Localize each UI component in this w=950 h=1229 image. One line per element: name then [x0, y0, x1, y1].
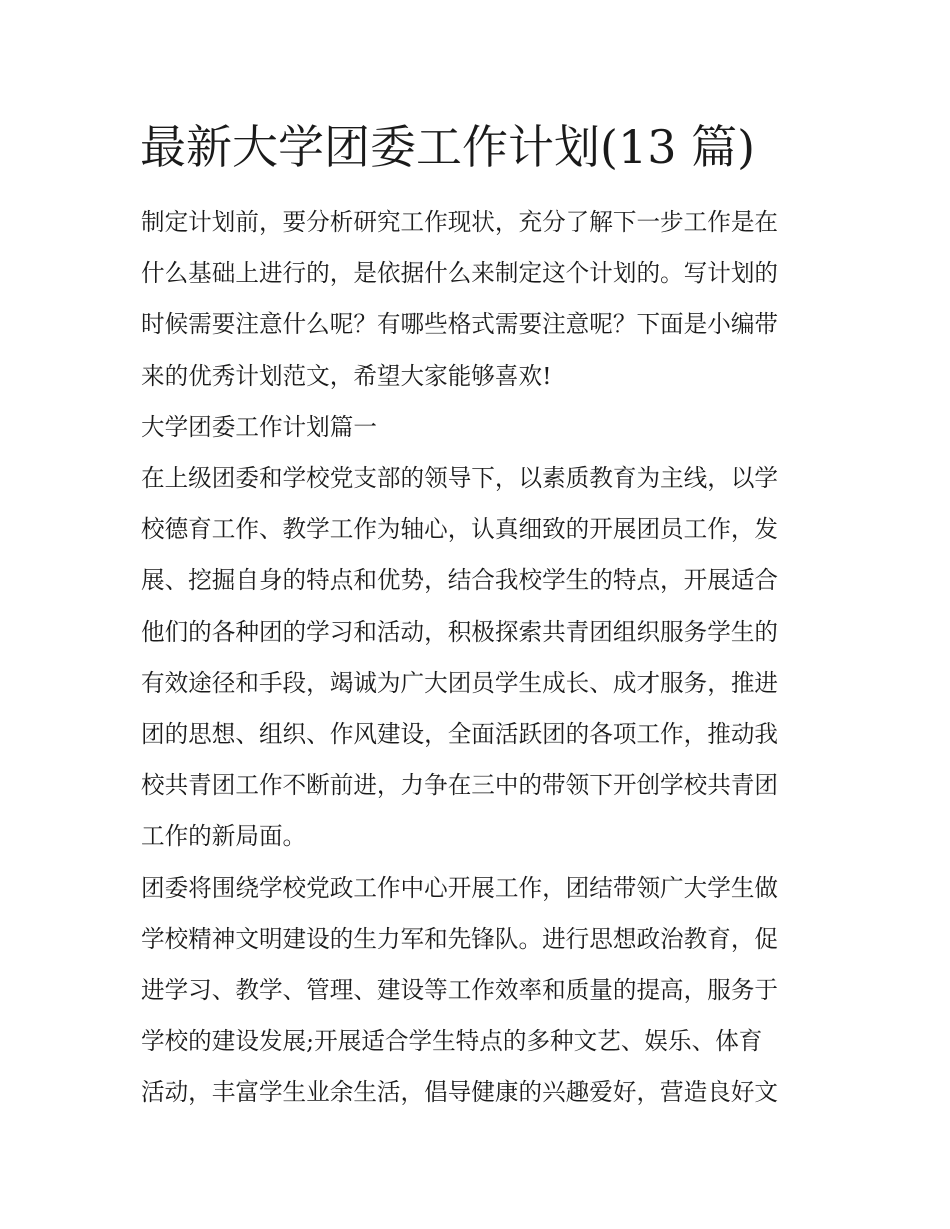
- text-line: 校共青团工作不断前进，力争在三中的带领下开创学校共青团: [141, 771, 779, 800]
- text-line: 工作的新局面。: [141, 822, 307, 851]
- text-line: 时候需要注意什么呢？有哪些格式需要注意呢？下面是小编带: [141, 310, 779, 339]
- text-line: 校德育工作、教学工作为轴心，认真细致的开展团员工作，发: [141, 515, 779, 544]
- text-line: 团的思想、组织、作风建设，全面活跃团的各项工作，推动我: [141, 720, 779, 749]
- text-line: 有效途径和手段，竭诚为广大团员学生成长、成才服务，推进: [141, 668, 779, 697]
- text-line: 制定计划前，要分析研究工作现状，充分了解下一步工作是在: [141, 208, 779, 236]
- text-line: 来的优秀计划范文，希望大家能够喜欢!: [141, 361, 552, 390]
- text-line: 在上级团委和学校党支部的领导下，以素质教育为主线，以学: [141, 464, 779, 493]
- text-line: 进学习、教学、管理、建设等工作效率和质量的提高，服务于: [141, 976, 779, 1005]
- text-line: 活动，丰富学生业余生活，倡导健康的兴趣爱好，营造良好文: [141, 1078, 779, 1107]
- text-line: 展、挖掘自身的特点和优势，结合我校学生的特点，开展适合: [141, 566, 779, 595]
- text-line: 学校精神文明建设的生力军和先锋队。进行思想政治教育，促: [141, 924, 779, 953]
- text-line: 什么基础上进行的，是依据什么来制定这个计划的。写计划的: [141, 259, 779, 288]
- text-line: 团委将围绕学校党政工作中心开展工作，团结带领广大学生做: [141, 873, 779, 902]
- section-heading: 大学团委工作计划篇一: [141, 412, 377, 441]
- document-title: 最新大学团委工作计划(13 篇): [140, 120, 756, 174]
- text-line: 学校的建设发展;开展适合学生特点的多种文艺、娱乐、体育: [141, 1027, 763, 1056]
- document-body: [141, 197, 816, 1119]
- text-line: 他们的各种团的学习和活动，积极探索共青团组织服务学生的: [141, 617, 779, 646]
